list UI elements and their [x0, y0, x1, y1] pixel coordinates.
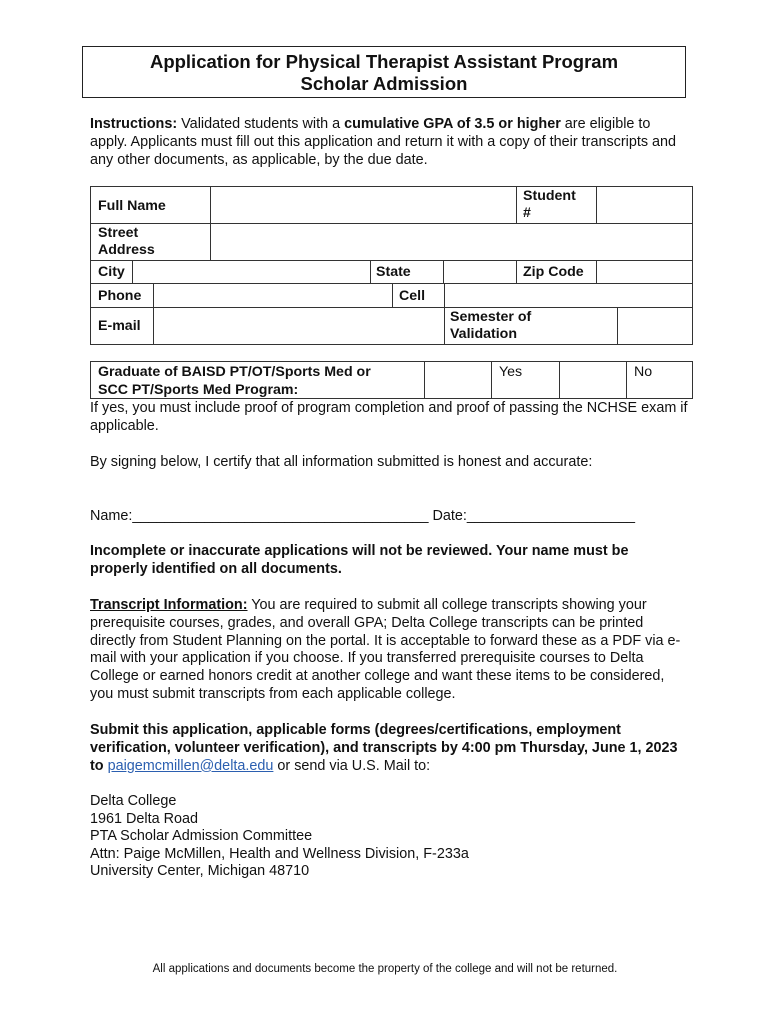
address-line-4: Attn: Paige McMillen, Health and Wellness Division, F-233a: [90, 845, 469, 862]
gpa-requirement: cumulative GPA of 3.5 or higher: [344, 116, 561, 132]
submit-instructions: [90, 722, 690, 775]
address-line-3: PTA Scholar Admission Committee: [90, 828, 313, 845]
footer-note: All applications and documents become the property of the college and will not be returned.: [152, 963, 618, 975]
street-label-1: Street: [98, 225, 139, 241]
title-line-1: Application for Physical Therapist Assistant Program: [149, 51, 619, 72]
address-line-1: Delta College: [90, 793, 177, 809]
date-signature-line[interactable]: Date:_____________________: [432, 508, 635, 524]
signature-line: [90, 508, 690, 526]
instructions: [90, 116, 690, 169]
state-field[interactable]: [444, 261, 516, 283]
yes-checkbox[interactable]: [560, 362, 626, 398]
submit-email-link[interactable]: paigemcmillen@delta.edu: [107, 757, 274, 774]
if-yes-note: If yes, you must include proof of program completion and proof of passing the NCHSE exam if applicable.: [90, 400, 688, 434]
no-label: No: [634, 364, 653, 380]
zip-field[interactable]: [597, 261, 692, 283]
document-title: [82, 46, 686, 98]
instructions-text-1: Validated students with a: [177, 116, 345, 132]
certify-statement: By signing below, I certify that all information submitted is honest and accurate:: [90, 454, 593, 470]
transcript-info: [90, 597, 690, 704]
state-label: State: [376, 264, 411, 280]
address-line-2: 1961 Delta Road: [90, 810, 199, 827]
zip-label: Zip Code: [523, 264, 584, 280]
instructions-text-2: are eligible to apply. Applicants must fill out this application and return it with a copy of their transcripts and any other documents, as applicable, by the due date.: [90, 116, 677, 168]
submit-tail-text: or send via U.S. Mail to:: [273, 757, 431, 774]
full-name-label: Full Name: [98, 198, 166, 214]
cell-label: Cell: [399, 288, 426, 304]
address-line-5: University Center, Michigan 48710: [90, 863, 310, 880]
student-number-label-1: Student: [523, 188, 576, 204]
submit-deadline-text: Submit this application, applicable forms (degrees/certifications, employment verification, volunteer verification), and transcripts by 4:00 pm Thursday, June 1, 2023 to: [90, 722, 678, 774]
cell-field[interactable]: [445, 284, 692, 307]
phone-label: Phone: [98, 288, 142, 304]
title-line-2: Scholar Admission: [300, 73, 468, 94]
instructions-label: Instructions:: [90, 116, 178, 132]
phone-field[interactable]: [154, 284, 392, 307]
warning-statement: Incomplete or inaccurate applications will not be reviewed. Your name must be properly identified on all documents.: [90, 543, 629, 577]
name-signature-line[interactable]: Name:_____________________________________: [90, 508, 429, 524]
city-field[interactable]: [133, 261, 370, 283]
semester-label-1: Semester of: [450, 309, 532, 325]
graduate-question-2: SCC PT/Sports Med Program:: [98, 382, 299, 398]
full-name-field[interactable]: [211, 187, 516, 223]
email-field[interactable]: [154, 308, 444, 344]
semester-label-2: Validation: [450, 326, 518, 342]
transcript-text: You are required to submit all college transcripts showing your prerequisite courses, grades, and overall GPA; Delta College transcripts can be printed directly from Student Planning on the portal. It is acceptable to forward these as a PDF via e-mail with your application if you choose. If you transferred prerequisite courses to Delta College or earned honors credit at another college and want these items to be considered, you must submit transcripts from each applicable college.: [90, 597, 681, 702]
graduate-question-1: Graduate of BAISD PT/OT/Sports Med or: [98, 364, 371, 380]
mailing-address: [90, 793, 469, 881]
city-label: City: [98, 264, 125, 280]
student-number-field[interactable]: [597, 187, 692, 223]
email-label: E-mail: [98, 318, 141, 334]
graduate-response-field[interactable]: [425, 362, 491, 398]
semester-field[interactable]: [618, 308, 692, 344]
yes-label: Yes: [499, 364, 523, 380]
student-number-label-2: #: [523, 205, 531, 221]
street-address-field[interactable]: [211, 224, 692, 260]
transcript-label: Transcript Information:: [90, 597, 248, 613]
street-label-2: Address: [98, 242, 155, 258]
